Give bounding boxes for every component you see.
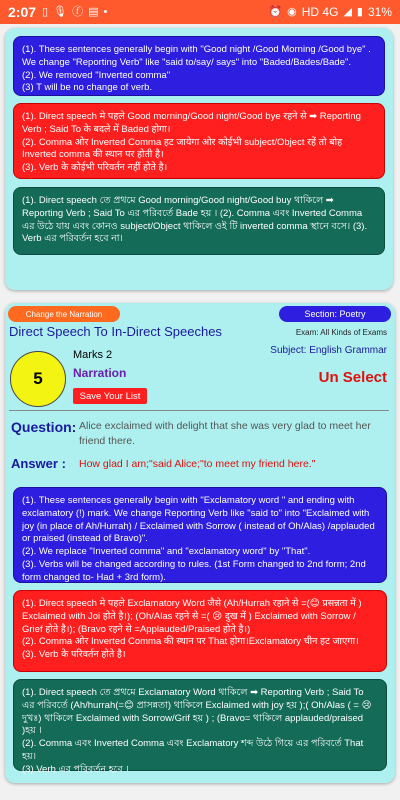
question-text: Alice exclaimed with delight that she was very glad to meet her friend there.: [79, 420, 371, 447]
status-time: 2:07: [8, 4, 37, 20]
alarm-icon: ⏰: [268, 5, 283, 18]
rule-line: (3). Verb के कोईभी परिवर्तन नहीं होते है।: [22, 162, 168, 174]
question-label: Question:: [11, 419, 77, 435]
divider: [9, 410, 389, 411]
facebook-icon: ⓕ: [72, 5, 84, 18]
exam-label: Exam: All Kinds of Exams: [295, 328, 387, 337]
rule-line: (3). Verb के परिवर्तन होते है।: [22, 649, 126, 661]
status-bar: [0, 0, 400, 24]
rule-line: (3) T will be no change of verb.: [22, 82, 153, 94]
sim-icon: ▯: [42, 5, 49, 18]
rule-line: (2). Comma ओर Inverted Comma हट जायेगा ओर कोईभी subject/Object रहें तो बोह Inverted comma की स्थान पर होती है।: [22, 136, 343, 161]
subject-label: Subject: English Grammar: [270, 345, 387, 356]
unselect-button[interactable]: Un Select: [318, 369, 387, 386]
battery-icon: ▮: [356, 5, 363, 18]
rule-line: (1). Direct speech তে প্রথমে Good morning/Good night/Good buy থাকিলে ➡ Reporting Verb ; Said To এর পরিবর্তে Bade হয় । (2). Comma এবং Inverted Comma এর উঠে যায় এবং কোনও subject/Object থাকিলে ওই টি inverted comma স্থানে বসে। (3). Verb এর পরিবর্তন হবে না।: [22, 195, 368, 245]
marks-label: Marks 2: [73, 349, 113, 361]
rule-line: (3). Verbs will be changed according to rules. (1st Form changed to 2nd form; 2nd form changed to- Had + 3rd form).: [22, 559, 366, 583]
answer-label: Answer :: [11, 456, 66, 471]
rule-line: (2). Comma ओर Inverted Comma की स्थान पर That होगा।Exclamatory चीन हट जाएगा।: [22, 636, 359, 648]
notification-icons: [42, 7, 107, 18]
rule-line: (3).Verb এর পরিবর্তন হবে ।: [22, 763, 129, 775]
change-narration-tag[interactable]: Change the Narration: [8, 306, 120, 322]
dot-icon: •: [103, 5, 108, 18]
hindi-rules-box: [13, 590, 387, 672]
network-label: HD 4G: [301, 5, 339, 19]
rule-line: (2). We replace "Inverted comma" and "exclamatory word" by "That".: [22, 546, 311, 558]
wifi-icon: ◉: [287, 5, 297, 18]
rule-line: (1). Direct speech मे पहले Exclamatory Word जैसे (Ah/Hurrah रहाने से =(😊 प्रसन्नता में ) Exclaimed with Joi होते है।); (Oh/Alas रहने से =( 😢 दुख में ) Exclaimed with Sorrow / Grief होते है।); (Bravo रहने से =Applauded/Praised होते है।): [22, 598, 362, 635]
answer-text: How glad I am;"said Alice;"to meet my friend here.": [79, 458, 316, 470]
rule-line: (1). Direct speech मे पहले Good morning/Good night/Good bye रहने से ➡ Reporting Verb ; Said To के बदले में Baded होगा।: [22, 111, 361, 135]
english-rules-box: [13, 36, 385, 96]
rule-line: (1). These sentences generally begin with "Good night /Good Morning /Good bye" . We change "Reporting Verb" like "said to/say/ says" into "Baded/Bades/Bade".: [22, 44, 371, 68]
question-card-previous: [5, 28, 393, 290]
english-rules-box: [13, 487, 387, 583]
rule-line: (2). Comma এবং Inverted Comma এবং Exclamatory শব্দ উঠে গিয়ে এর পরিবর্তে That হয়।: [22, 738, 364, 763]
bengali-rules-box: [13, 679, 387, 775]
save-list-button[interactable]: Save Your List: [73, 388, 147, 404]
rule-line: (1). These sentences generally begin with "Exclamatory word " and ending with exclamatory (!) mark. We change Reporting Verb like "said to" into "Exclaimed with joy (in place of Ah/Hurrah) / Exclaimed with Sorrow ( instead of Oh/Alas) /applauded or praised (instead of Bravo)".: [22, 495, 375, 545]
mic-icon: 🎙: [53, 5, 68, 18]
system-icons: [268, 5, 392, 19]
rule-line: (1). Direct speech তে প্রথমে Exclamatory Word থাকিলে ➡ Reporting Verb ; Said To এর পরিবর্তে (Ah/hurrah(=😊 প্রাসন্নতা) থাকিলে Exclaimed with joy হয় );( Oh/Alas ( = 😢দুখঃ) থাকিলে Exclaimed with Sorrow/Grif হয় ) ; (Bravo= থাকিলে applauded/praised )হয় ।: [22, 687, 372, 737]
card-topbar: [5, 306, 395, 322]
battery-label: 31%: [367, 5, 392, 19]
topic-label: Narration: [73, 366, 127, 380]
notes-icon: ▤: [88, 5, 99, 18]
chapter-heading: Direct Speech To In-Direct Speeches: [9, 324, 222, 339]
rule-line: (2). We removed "Inverted comma": [22, 69, 171, 81]
hindi-rules-box: [13, 103, 385, 179]
question-card: [5, 303, 395, 783]
bengali-rules-box: [13, 187, 385, 255]
signal-icon: ◢: [343, 5, 352, 18]
section-tag[interactable]: Section: Poetry: [279, 306, 391, 322]
question-number-badge: 5: [10, 351, 66, 407]
